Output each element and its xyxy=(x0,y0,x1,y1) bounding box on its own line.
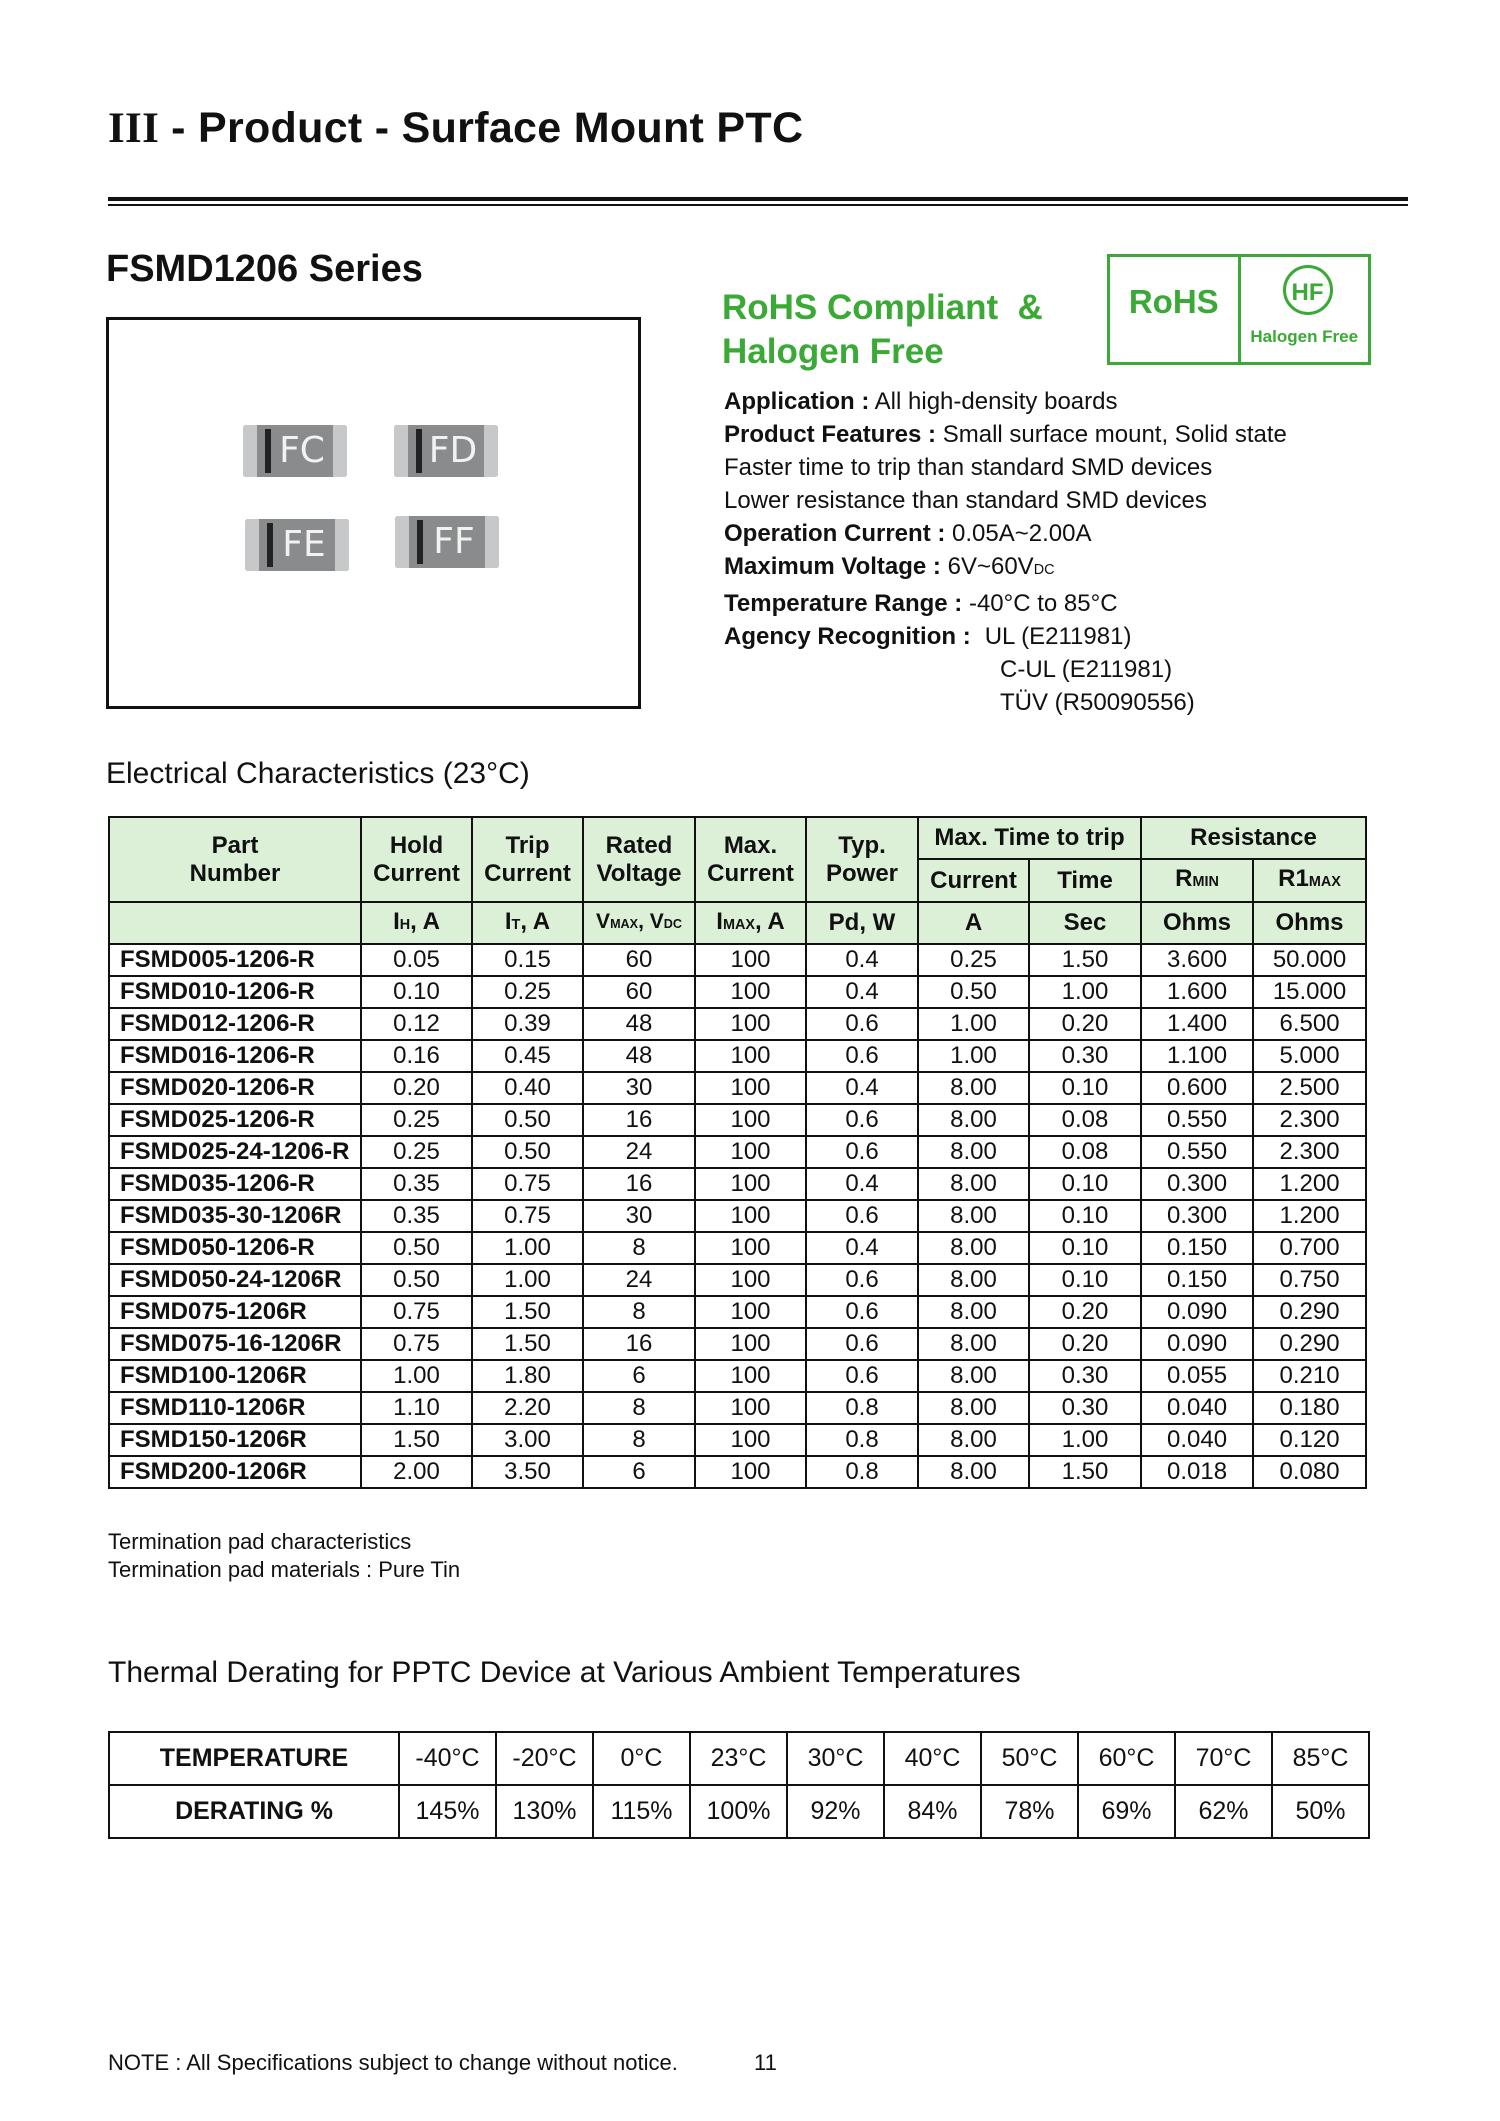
table-cell: 2.500 xyxy=(1253,1072,1366,1104)
table-cell: 8.00 xyxy=(918,1168,1029,1200)
table-cell: 0.10 xyxy=(1029,1168,1141,1200)
table-cell: 0.4 xyxy=(806,1168,918,1200)
chip-marking: FE xyxy=(282,524,326,565)
table-row xyxy=(109,1200,1366,1232)
part-number-cell: FSMD100-1206R xyxy=(109,1360,361,1392)
table-cell: 6 xyxy=(583,1360,695,1392)
electrical-table-body xyxy=(109,944,1366,1488)
table-cell: 0.10 xyxy=(1029,1072,1141,1104)
table-cell: 3.50 xyxy=(472,1456,583,1488)
table-cell: 0.39 xyxy=(472,1008,583,1040)
footer-note: NOTE : All Specifications subject to change without notice. xyxy=(108,2050,678,2075)
table-cell: 0.290 xyxy=(1253,1328,1366,1360)
table-cell: 100 xyxy=(695,1072,806,1104)
table-cell: 0.25 xyxy=(361,1136,472,1168)
table-cell: 0.75 xyxy=(361,1328,472,1360)
chip-fc xyxy=(243,425,347,477)
part-number-cell: FSMD075-16-1206R xyxy=(109,1328,361,1360)
table-cell: 1.00 xyxy=(472,1232,583,1264)
table-cell: 0.08 xyxy=(1029,1104,1141,1136)
unit-it: IT, A xyxy=(472,902,583,944)
part-number-cell: FSMD025-24-1206-R xyxy=(109,1136,361,1168)
table-row xyxy=(109,1328,1366,1360)
table-row xyxy=(109,1424,1366,1456)
derating-cell: 92% xyxy=(787,1785,884,1838)
spec-application: Application : All high-density boards xyxy=(724,388,1118,415)
part-number-cell: FSMD010-1206-R xyxy=(109,976,361,1008)
table-cell: 1.00 xyxy=(1029,976,1141,1008)
table-cell: 1.200 xyxy=(1253,1200,1366,1232)
spec-features-line-3: Lower resistance than standard SMD devices xyxy=(724,487,1207,514)
page-number: 11 xyxy=(754,2050,777,2075)
table-cell: 0.600 xyxy=(1141,1072,1253,1104)
table-cell: 0.090 xyxy=(1141,1328,1253,1360)
temperature-cell: 60°C xyxy=(1078,1732,1175,1785)
table-cell: 16 xyxy=(583,1104,695,1136)
table-cell: 100 xyxy=(695,1264,806,1296)
table-cell: 0.150 xyxy=(1141,1232,1253,1264)
spec-operation-current: Operation Current : 0.05A~2.00A xyxy=(724,520,1092,547)
derating-cell: 100% xyxy=(690,1785,787,1838)
table-row xyxy=(109,1456,1366,1488)
table-cell: 0.040 xyxy=(1141,1392,1253,1424)
part-number-cell: FSMD035-30-1206R xyxy=(109,1200,361,1232)
table-cell: 0.35 xyxy=(361,1200,472,1232)
temperature-cell: 30°C xyxy=(787,1732,884,1785)
table-cell: 50.000 xyxy=(1253,944,1366,976)
col-trip-current-sub: Current xyxy=(918,859,1029,902)
table-cell: 1.10 xyxy=(361,1392,472,1424)
table-cell: 8 xyxy=(583,1392,695,1424)
temperature-cell: 50°C xyxy=(981,1732,1078,1785)
table-row xyxy=(109,1168,1366,1200)
table-cell: 1.50 xyxy=(361,1424,472,1456)
table-cell: 1.00 xyxy=(361,1360,472,1392)
table-cell: 0.210 xyxy=(1253,1360,1366,1392)
table-cell: 0.018 xyxy=(1141,1456,1253,1488)
table-cell: 1.50 xyxy=(1029,944,1141,976)
table-cell: 8.00 xyxy=(918,1360,1029,1392)
table-cell: 100 xyxy=(695,1232,806,1264)
table-cell: 0.20 xyxy=(1029,1008,1141,1040)
col-hold-current: Hold Current xyxy=(361,817,472,902)
spec-max-voltage: Maximum Voltage : 6V~60VDC xyxy=(724,553,1055,580)
table-cell: 0.6 xyxy=(806,1040,918,1072)
table-cell: 0.35 xyxy=(361,1168,472,1200)
header-rule-thick xyxy=(108,197,1408,201)
table-cell: 48 xyxy=(583,1008,695,1040)
table-cell: 0.20 xyxy=(1029,1296,1141,1328)
temperature-cell: -40°C xyxy=(399,1732,496,1785)
table-cell: 0.4 xyxy=(806,1232,918,1264)
col-trip-time-sub: Time xyxy=(1029,859,1141,902)
halogen-free-logo xyxy=(1238,257,1369,362)
thermal-temperature-row xyxy=(109,1732,1369,1785)
table-cell: 24 xyxy=(583,1264,695,1296)
table-cell: 0.12 xyxy=(361,1008,472,1040)
table-row xyxy=(109,1008,1366,1040)
temperature-cell: 85°C xyxy=(1272,1732,1369,1785)
table-cell: 0.550 xyxy=(1141,1136,1253,1168)
derating-cell: 115% xyxy=(593,1785,690,1838)
table-row xyxy=(109,1264,1366,1296)
table-cell: 0.75 xyxy=(361,1296,472,1328)
table-cell: 0.090 xyxy=(1141,1296,1253,1328)
table-cell: 0.25 xyxy=(918,944,1029,976)
table-cell: 0.30 xyxy=(1029,1040,1141,1072)
part-number-cell: FSMD012-1206-R xyxy=(109,1008,361,1040)
table-cell: 0.550 xyxy=(1141,1104,1253,1136)
table-cell: 16 xyxy=(583,1168,695,1200)
compliance-badge xyxy=(1107,254,1371,365)
part-number-cell: FSMD025-1206-R xyxy=(109,1104,361,1136)
table-cell: 0.10 xyxy=(1029,1232,1141,1264)
table-cell: 0.20 xyxy=(361,1072,472,1104)
chip-marking: FC xyxy=(279,430,325,471)
table-cell: 0.180 xyxy=(1253,1392,1366,1424)
table-cell: 1.00 xyxy=(472,1264,583,1296)
unit-ohms-max: Ohms xyxy=(1253,902,1366,944)
unit-imax: IMAX, A xyxy=(695,902,806,944)
table-cell: 6 xyxy=(583,1456,695,1488)
table-cell: 0.8 xyxy=(806,1424,918,1456)
table-cell: 1.00 xyxy=(918,1008,1029,1040)
derating-label: DERATING % xyxy=(109,1785,399,1838)
derating-cell: 145% xyxy=(399,1785,496,1838)
part-number-cell: FSMD016-1206-R xyxy=(109,1040,361,1072)
table-cell: 0.750 xyxy=(1253,1264,1366,1296)
part-number-cell: FSMD020-1206-R xyxy=(109,1072,361,1104)
table-cell: 0.080 xyxy=(1253,1456,1366,1488)
derating-cell: 78% xyxy=(981,1785,1078,1838)
col-rmin: RMIN xyxy=(1141,859,1253,902)
table-cell: 0.4 xyxy=(806,976,918,1008)
table-cell: 8 xyxy=(583,1296,695,1328)
col-typ-power: Typ. Power xyxy=(806,817,918,902)
table-cell: 0.040 xyxy=(1141,1424,1253,1456)
part-number-cell: FSMD035-1206-R xyxy=(109,1168,361,1200)
table-row xyxy=(109,1104,1366,1136)
table-cell: 100 xyxy=(695,1040,806,1072)
table-row xyxy=(109,944,1366,976)
temperature-cell: 0°C xyxy=(593,1732,690,1785)
table-cell: 48 xyxy=(583,1040,695,1072)
table-cell: 8.00 xyxy=(918,1392,1029,1424)
table-cell: 8 xyxy=(583,1424,695,1456)
table-cell: 1.50 xyxy=(472,1296,583,1328)
electrical-title: Electrical Characteristics (23°C) xyxy=(106,757,530,790)
table-cell: 100 xyxy=(695,1456,806,1488)
table-cell: 0.50 xyxy=(361,1232,472,1264)
temperature-cell: 23°C xyxy=(690,1732,787,1785)
table-cell: 6.500 xyxy=(1253,1008,1366,1040)
table-cell: 60 xyxy=(583,944,695,976)
table-cell: 0.6 xyxy=(806,1104,918,1136)
table-cell: 0.150 xyxy=(1141,1264,1253,1296)
table-cell: 100 xyxy=(695,976,806,1008)
table-cell: 8.00 xyxy=(918,1072,1029,1104)
chip-fd xyxy=(394,425,498,477)
rohs-logo-text: RoHS xyxy=(1128,283,1219,320)
temperature-cell: -20°C xyxy=(496,1732,593,1785)
table-cell: 0.6 xyxy=(806,1360,918,1392)
table-cell: 0.8 xyxy=(806,1456,918,1488)
thermal-derating-row xyxy=(109,1785,1369,1838)
table-cell: 1.00 xyxy=(918,1040,1029,1072)
table-cell: 1.50 xyxy=(472,1328,583,1360)
part-number-cell: FSMD150-1206R xyxy=(109,1424,361,1456)
unit-a: A xyxy=(918,902,1029,944)
table-row xyxy=(109,1040,1366,1072)
table-cell: 0.16 xyxy=(361,1040,472,1072)
compliance-line-2: Halogen Free xyxy=(722,332,944,371)
table-cell: 0.20 xyxy=(1029,1328,1141,1360)
chip-ff xyxy=(395,516,499,568)
col-rated-voltage: Rated Voltage xyxy=(583,817,695,902)
thermal-table xyxy=(108,1731,1370,1839)
derating-cell: 69% xyxy=(1078,1785,1175,1838)
unit-vmax: VMAX, VDC xyxy=(583,902,695,944)
table-cell: 0.6 xyxy=(806,1264,918,1296)
table-cell: 0.15 xyxy=(472,944,583,976)
table-cell: 0.6 xyxy=(806,1008,918,1040)
table-cell: 0.290 xyxy=(1253,1296,1366,1328)
table-cell: 0.25 xyxy=(472,976,583,1008)
table-cell: 0.25 xyxy=(361,1104,472,1136)
derating-cell: 50% xyxy=(1272,1785,1369,1838)
table-row xyxy=(109,1392,1366,1424)
table-cell: 0.6 xyxy=(806,1136,918,1168)
table-cell: 24 xyxy=(583,1136,695,1168)
header-rule-thin xyxy=(108,204,1408,206)
table-cell: 100 xyxy=(695,1104,806,1136)
table-cell: 1.400 xyxy=(1141,1008,1253,1040)
part-number-cell: FSMD050-24-1206R xyxy=(109,1264,361,1296)
table-cell: 1.200 xyxy=(1253,1168,1366,1200)
section-numeral: III xyxy=(108,105,160,152)
table-cell: 8.00 xyxy=(918,1136,1029,1168)
derating-cell: 62% xyxy=(1175,1785,1272,1838)
table-cell: 8 xyxy=(583,1232,695,1264)
table-cell: 8.00 xyxy=(918,1296,1029,1328)
spec-features: Product Features : Small surface mount, Solid state xyxy=(724,421,1287,448)
table-cell: 0.300 xyxy=(1141,1168,1253,1200)
part-number-cell: FSMD075-1206R xyxy=(109,1296,361,1328)
table-cell: 0.50 xyxy=(472,1136,583,1168)
table-cell: 100 xyxy=(695,1328,806,1360)
unit-blank xyxy=(109,902,361,944)
table-cell: 0.30 xyxy=(1029,1392,1141,1424)
table-row xyxy=(109,1360,1366,1392)
table-cell: 0.10 xyxy=(1029,1264,1141,1296)
table-cell: 100 xyxy=(695,1392,806,1424)
table-row xyxy=(109,1136,1366,1168)
table-cell: 15.000 xyxy=(1253,976,1366,1008)
table-cell: 1.80 xyxy=(472,1360,583,1392)
table-cell: 0.10 xyxy=(361,976,472,1008)
unit-sec: Sec xyxy=(1029,902,1141,944)
part-number-cell: FSMD110-1206R xyxy=(109,1392,361,1424)
table-cell: 2.300 xyxy=(1253,1136,1366,1168)
unit-ohms-min: Ohms xyxy=(1141,902,1253,944)
table-row xyxy=(109,1296,1366,1328)
table-cell: 60 xyxy=(583,976,695,1008)
table-cell: 8.00 xyxy=(918,1232,1029,1264)
table-cell: 16 xyxy=(583,1328,695,1360)
derating-cell: 84% xyxy=(884,1785,981,1838)
part-number-cell: FSMD005-1206-R xyxy=(109,944,361,976)
table-cell: 0.40 xyxy=(472,1072,583,1104)
table-row xyxy=(109,1232,1366,1264)
table-cell: 0.700 xyxy=(1253,1232,1366,1264)
col-max-current: Max. Current xyxy=(695,817,806,902)
termination-note-2: Termination pad materials : Pure Tin xyxy=(108,1557,461,1582)
table-cell: 0.8 xyxy=(806,1392,918,1424)
table-cell: 100 xyxy=(695,1200,806,1232)
compliance-line-1: RoHS Compliant & xyxy=(722,288,1043,327)
table-cell: 5.000 xyxy=(1253,1040,1366,1072)
table-cell: 0.75 xyxy=(472,1200,583,1232)
spec-agency: Agency Recognition : UL (E211981) xyxy=(724,623,1132,650)
table-cell: 0.4 xyxy=(806,1072,918,1104)
rohs-logo xyxy=(1110,257,1238,362)
table-cell: 100 xyxy=(695,1008,806,1040)
table-cell: 2.00 xyxy=(361,1456,472,1488)
table-cell: 1.00 xyxy=(1029,1424,1141,1456)
table-cell: 0.30 xyxy=(1029,1360,1141,1392)
table-cell: 0.50 xyxy=(472,1104,583,1136)
table-cell: 30 xyxy=(583,1200,695,1232)
table-cell: 1.100 xyxy=(1141,1040,1253,1072)
table-cell: 100 xyxy=(695,1360,806,1392)
table-cell: 8.00 xyxy=(918,1264,1029,1296)
table-cell: 100 xyxy=(695,944,806,976)
unit-ih: IH, A xyxy=(361,902,472,944)
thermal-title: Thermal Derating for PPTC Device at Various Ambient Temperatures xyxy=(108,1656,1021,1689)
chip-marking: FD xyxy=(428,430,478,471)
table-cell: 0.50 xyxy=(361,1264,472,1296)
hf-logo-text: Halogen Free xyxy=(1250,327,1359,346)
col-part-number: Part Number xyxy=(109,817,361,902)
table-cell: 100 xyxy=(695,1424,806,1456)
unit-pd: Pd, W xyxy=(806,902,918,944)
temperature-label: TEMPERATURE xyxy=(109,1732,399,1785)
table-cell: 8.00 xyxy=(918,1456,1029,1488)
table-cell: 30 xyxy=(583,1072,695,1104)
table-cell: 0.055 xyxy=(1141,1360,1253,1392)
derating-cell: 130% xyxy=(496,1785,593,1838)
table-cell: 1.50 xyxy=(1029,1456,1141,1488)
table-cell: 2.300 xyxy=(1253,1104,1366,1136)
spec-temperature-range: Temperature Range : -40°C to 85°C xyxy=(724,590,1118,617)
col-resistance: Resistance xyxy=(1141,817,1366,859)
col-max-time-to-trip: Max. Time to trip xyxy=(918,817,1141,859)
series-title: FSMD1206 Series xyxy=(106,248,423,290)
table-cell: 0.6 xyxy=(806,1328,918,1360)
product-photo xyxy=(106,317,641,709)
table-cell: 8.00 xyxy=(918,1328,1029,1360)
temperature-cell: 40°C xyxy=(884,1732,981,1785)
table-cell: 3.600 xyxy=(1141,944,1253,976)
table-cell: 0.45 xyxy=(472,1040,583,1072)
table-cell: 3.00 xyxy=(472,1424,583,1456)
table-cell: 100 xyxy=(695,1136,806,1168)
table-cell: 0.10 xyxy=(1029,1200,1141,1232)
section-title: - Product - Surface Mount PTC xyxy=(171,104,804,152)
spec-list xyxy=(724,385,1287,719)
table-cell: 8.00 xyxy=(918,1424,1029,1456)
page-title xyxy=(108,104,803,153)
part-number-cell: FSMD200-1206R xyxy=(109,1456,361,1488)
table-cell: 0.300 xyxy=(1141,1200,1253,1232)
table-cell: 8.00 xyxy=(918,1104,1029,1136)
table-cell: 100 xyxy=(695,1168,806,1200)
spec-features-line-2: Faster time to trip than standard SMD devices xyxy=(724,454,1213,481)
table-cell: 0.08 xyxy=(1029,1136,1141,1168)
table-cell: 8.00 xyxy=(918,1200,1029,1232)
spec-agency-tuv: TÜV (R50090556) xyxy=(1000,689,1195,716)
table-row xyxy=(109,1072,1366,1104)
chip-fe xyxy=(245,519,349,571)
col-trip-current: Trip Current xyxy=(472,817,583,902)
table-cell: 0.4 xyxy=(806,944,918,976)
compliance-heading xyxy=(722,286,1043,374)
electrical-table xyxy=(108,816,1367,1489)
table-cell: 100 xyxy=(695,1296,806,1328)
table-cell: 2.20 xyxy=(472,1392,583,1424)
table-cell: 0.50 xyxy=(918,976,1029,1008)
table-cell: 0.6 xyxy=(806,1296,918,1328)
table-cell: 1.600 xyxy=(1141,976,1253,1008)
col-r1max: R1MAX xyxy=(1253,859,1366,902)
spec-agency-cul: C-UL (E211981) xyxy=(1000,656,1173,683)
table-cell: 0.75 xyxy=(472,1168,583,1200)
table-cell: 0.05 xyxy=(361,944,472,976)
chip-marking: FF xyxy=(433,521,475,562)
termination-notes xyxy=(108,1528,460,1584)
table-cell: 0.120 xyxy=(1253,1424,1366,1456)
table-cell: 0.6 xyxy=(806,1200,918,1232)
termination-note-1: Termination pad characteristics xyxy=(108,1529,412,1554)
temperature-cell: 70°C xyxy=(1175,1732,1272,1785)
hf-icon: HF xyxy=(1283,265,1333,315)
part-number-cell: FSMD050-1206-R xyxy=(109,1232,361,1264)
table-row xyxy=(109,976,1366,1008)
